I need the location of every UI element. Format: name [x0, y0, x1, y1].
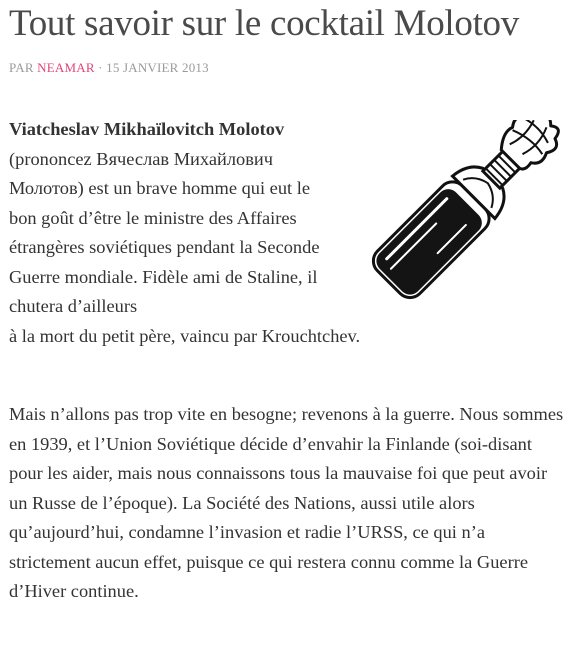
paragraph-intro-last-line: à la mort du petit père, vaincu par Krouchtchev.	[9, 325, 361, 346]
byline-prefix: PAR	[9, 60, 34, 75]
molotov-bottle-icon	[344, 120, 569, 305]
byline	[9, 60, 574, 76]
byline-separator: ·	[98, 60, 103, 75]
article-title: Tout savoir sur le cocktail Molotov	[9, 3, 519, 44]
paragraph-war: Mais n’allons pas trop vite en besogne; revenons à la guerre. Nous sommes en 1939, et l’Union Soviétique décide d’envahir la Finlande (soi-disant pour les aider, mais nous connaissons tous la mauvaise foi que peut avoir un Russe de l’époque). La Société des Nations, aussi utile alors qu’aujourd’hui, condamne l’invasion et radie l’URSS, ce qui n’a strictement aucun effet, puisque ce qui restera connu comme la Guerre d’Hiver continue.	[9, 404, 564, 601]
paragraph-intro-text: (prononcez Вячеслав Михайлович Молотов) est un brave homme qui eut le bon goût d’être le ministre des Affaires étrangères soviétiques pendant la Seconde Guerre mondiale. Fidèle ami de Staline, il chutera d’ailleurs	[9, 148, 320, 316]
publish-date: 15 JANVIER 2013	[106, 60, 209, 75]
author-link[interactable]: NEAMAR	[37, 60, 95, 75]
article	[9, 0, 574, 601]
paragraph-intro	[9, 115, 361, 351]
molotov-name: Viatcheslav Mikhaïlovitch Molotov	[9, 119, 285, 139]
